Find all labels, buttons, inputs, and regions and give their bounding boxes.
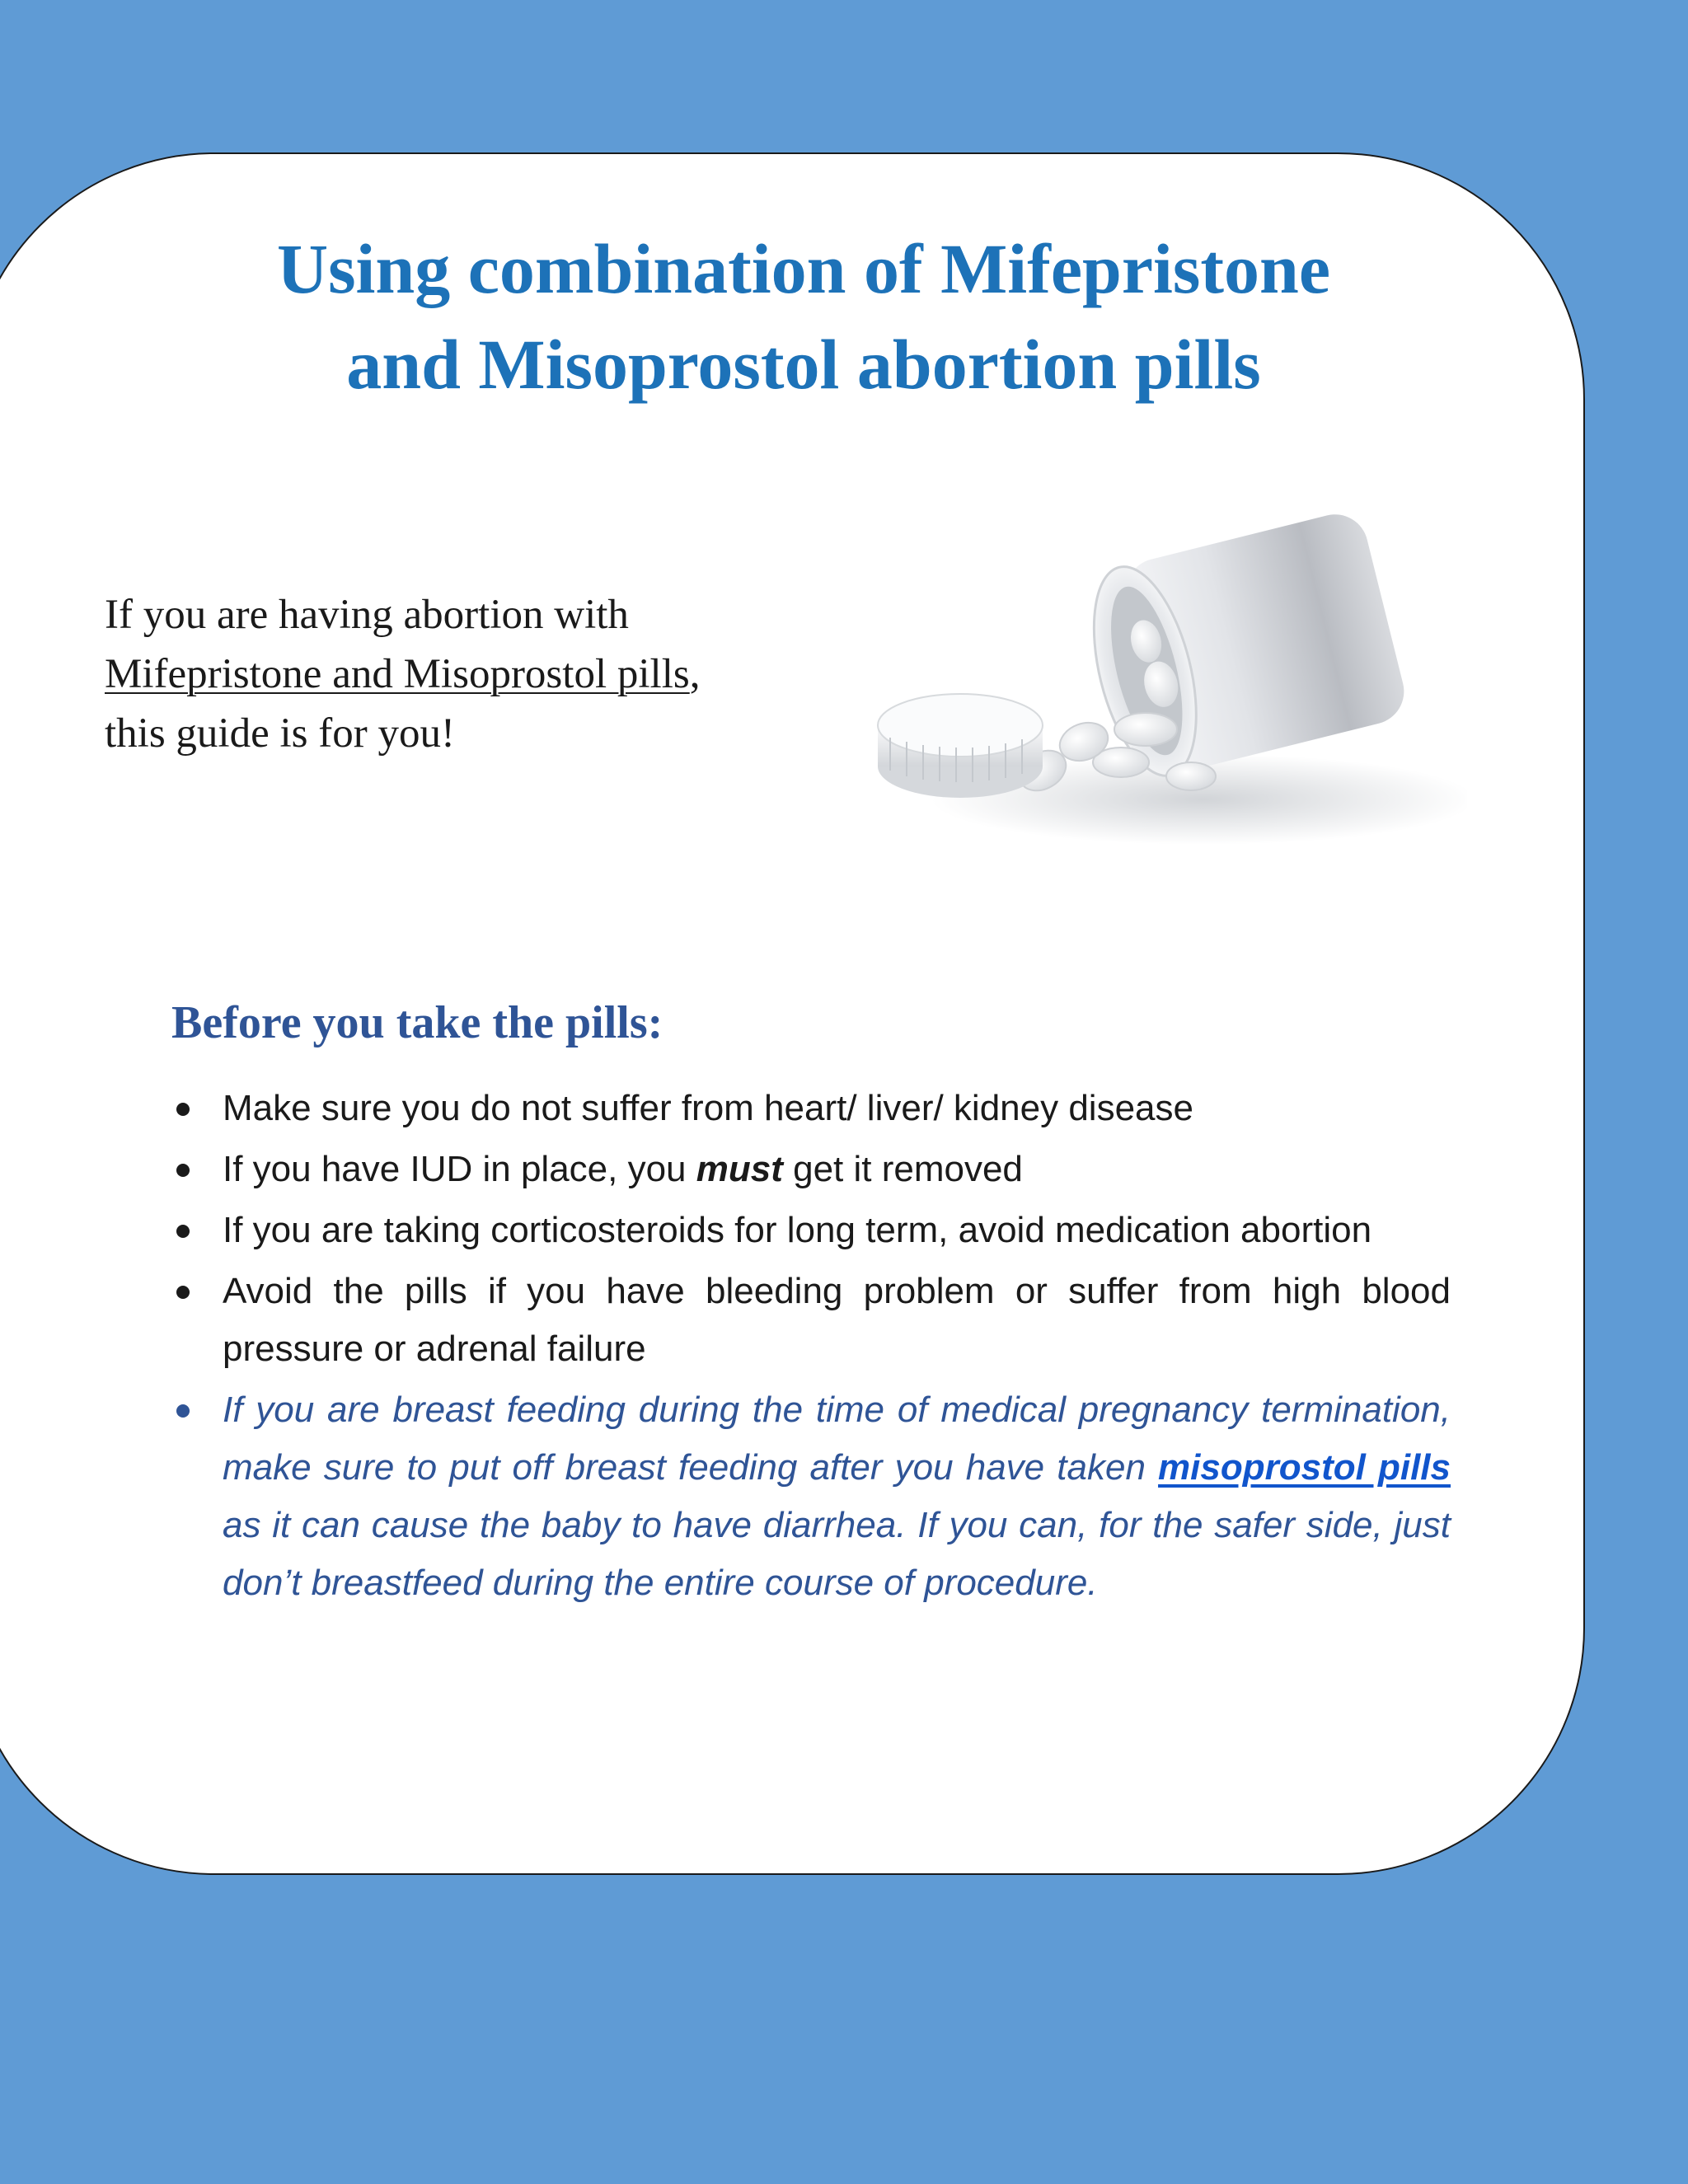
intro-underlined-text: Mifepristone and Misoprostol pills (105, 651, 690, 697)
bullet-icon (176, 1103, 190, 1116)
list-item-breastfeeding-note (171, 1381, 1451, 1612)
precautions-list (171, 1080, 1451, 1615)
list-item-text: If you are breast feeding during the time of medical pregnancy termination, make sure to put off breast feeding after you have taken (223, 1390, 1451, 1488)
list-item-text: Make sure you do not suffer from heart/ liver/ kidney disease (223, 1088, 1193, 1128)
misoprostol-pills-link[interactable]: misoprostol pills (1158, 1447, 1451, 1488)
list-item-text: If you are taking corticosteroids for long term, avoid medication abortion (223, 1210, 1372, 1250)
emphasis-text: must (696, 1149, 783, 1189)
document-title (0, 221, 1607, 412)
list-item (171, 1141, 1451, 1198)
list-item-text: as it can cause the baby to have diarrhea. If you can, for the safer side, just don’t breastfeed during the entire course of procedure. (223, 1505, 1451, 1603)
list-item (171, 1080, 1451, 1137)
section-heading: Before you take the pills: (171, 997, 663, 1048)
list-item-text: get it removed (782, 1149, 1023, 1189)
bullet-icon (176, 1286, 190, 1299)
intro-text-after: , this guide is for you! (105, 651, 701, 757)
list-item-text: Avoid the pills if you have bleeding problem or suffer from high blood pressure or adrenal failure (223, 1271, 1451, 1369)
bullet-icon (176, 1225, 190, 1238)
bullet-icon (176, 1164, 190, 1177)
intro-paragraph (105, 585, 764, 763)
title-line-1: Using combination of Mifepristone (276, 229, 1331, 308)
bullet-icon (176, 1404, 190, 1418)
list-item (171, 1202, 1451, 1259)
intro-text-before: If you are having abortion with (105, 592, 629, 638)
list-item (171, 1263, 1451, 1378)
list-item-text: If you have IUD in place, you (223, 1149, 696, 1189)
title-line-2: and Misoprostol abortion pills (346, 325, 1261, 404)
pill-bottle-with-tablets-icon (874, 503, 1467, 857)
